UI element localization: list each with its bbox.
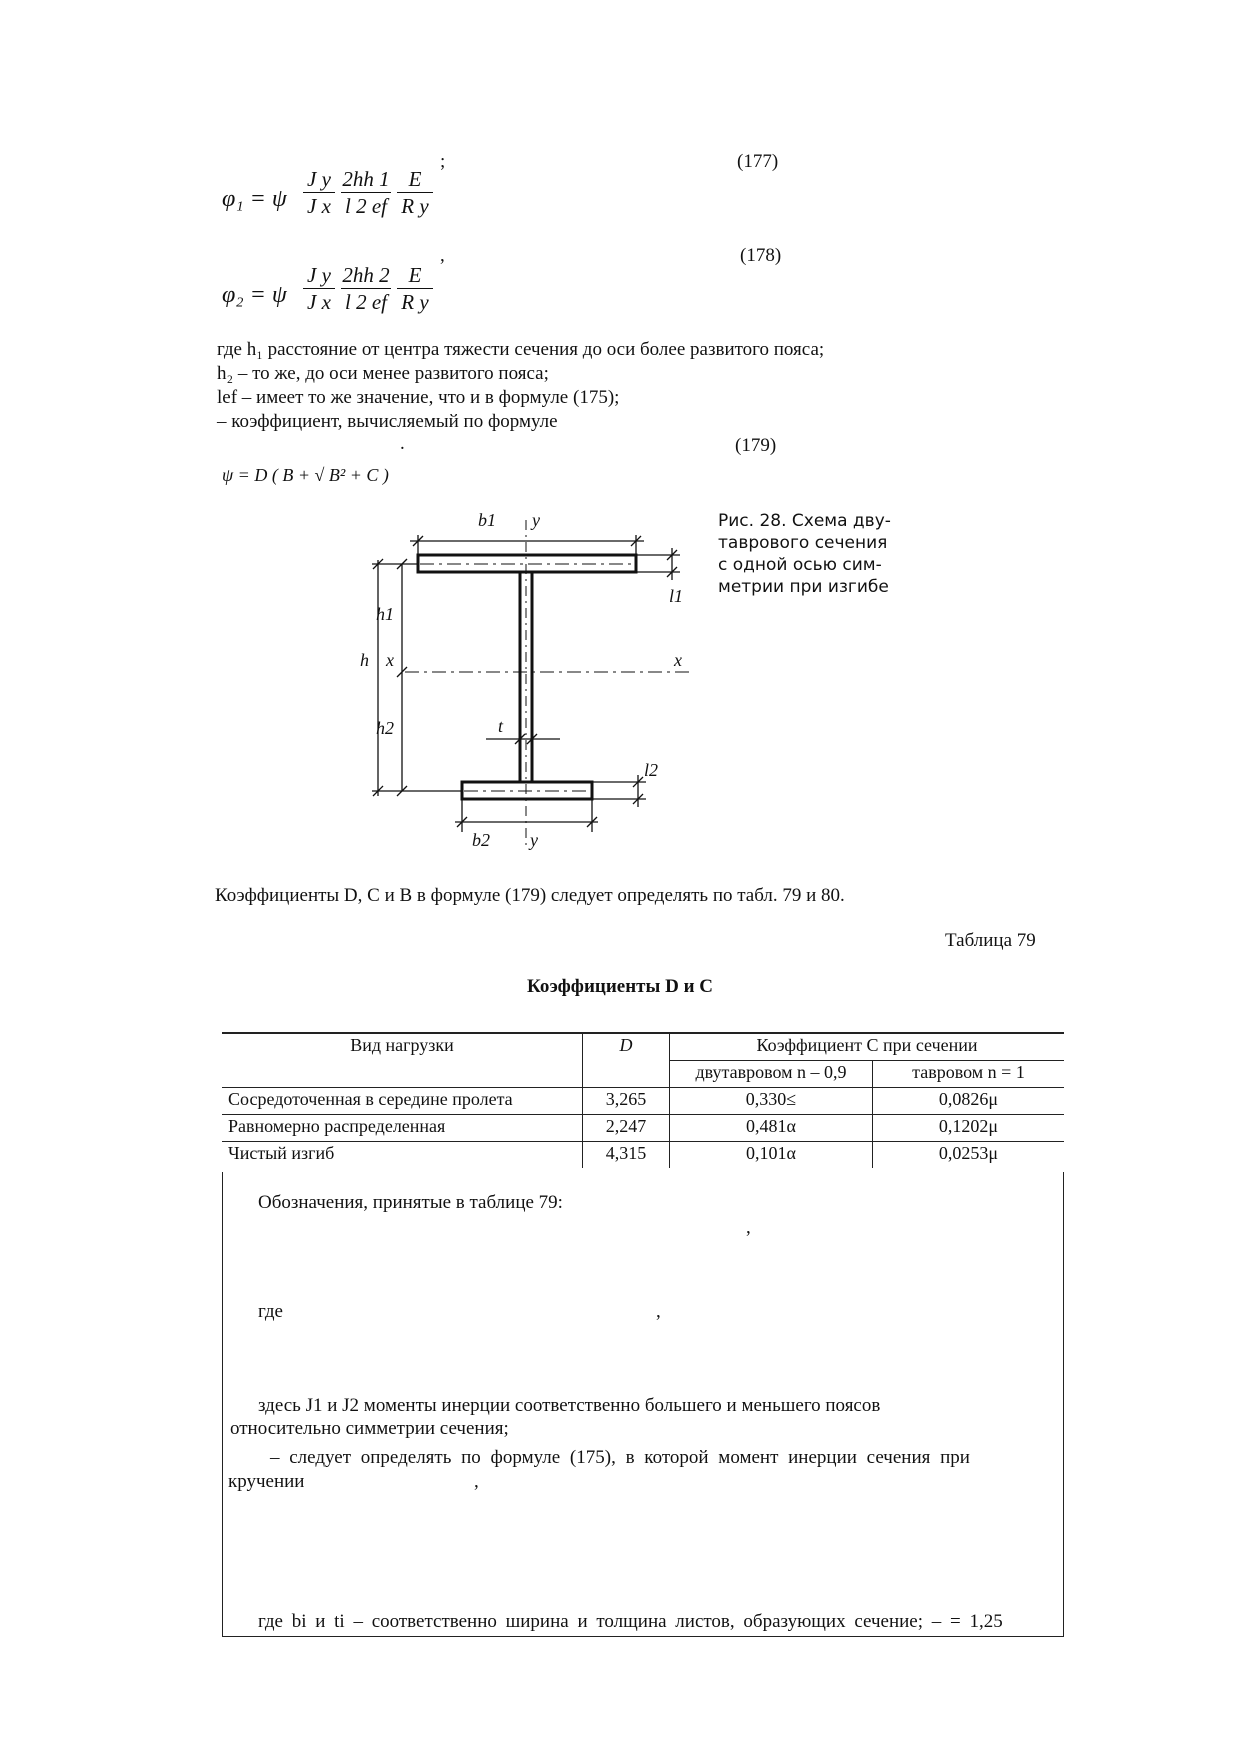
definition-lef: lef – имеет то же значение, что и в формуле (175); (217, 387, 620, 408)
label-y-bottom: y (530, 830, 538, 850)
header-d: D (583, 1033, 670, 1088)
formula-178 (222, 262, 482, 332)
fraction-b: 2hh 2 l 2 ef (342, 263, 390, 314)
coefficients-sentence: Коэффициенты D, C и B в формуле (179) следует определять по табл. 79 и 80. (215, 885, 845, 906)
notes-comma-1: , (746, 1217, 751, 1238)
formula-178-number: (178) (740, 245, 782, 266)
formula-177-number: (177) (737, 151, 779, 172)
header-load: Вид нагрузки (222, 1033, 583, 1088)
notes-comma-3: , (474, 1471, 479, 1492)
definition-h1: где h₁ расстояние от центра тяжести сечения до оси более развитого пояса; (217, 339, 825, 360)
formula-lhs: φ₂ = ψ (222, 282, 287, 308)
label-h: h (360, 650, 369, 670)
header-c-group: Коэффициент C при сечении (670, 1033, 1065, 1061)
label-l2: l2 (644, 760, 659, 780)
label-t: t (498, 716, 504, 736)
table-title: Коэффициенты D и C (527, 976, 713, 997)
label-b2: b2 (472, 830, 490, 850)
notes-where: где (258, 1301, 283, 1322)
table-label: Таблица 79 (945, 930, 1036, 951)
fraction-c: E R y (396, 262, 434, 315)
fraction-a: J y J x (302, 166, 336, 219)
formula-179-number: (179) (735, 435, 777, 456)
notes-line-1: здесь J1 и J2 моменты инерции соответственно большего и меньшего поясов (258, 1395, 881, 1416)
label-h2: h2 (376, 718, 394, 738)
notes-line-3: где bi и ti – соответственно ширина и толщина листов, образующих сечение; – = 1,25 (258, 1611, 1003, 1632)
formula-179-separator: . (400, 433, 405, 454)
label-b1: b1 (478, 510, 496, 530)
definition-psi: – коэффициент, вычисляемый по формуле (217, 411, 558, 432)
label-h1: h1 (376, 604, 394, 624)
formula-177 (222, 166, 482, 236)
coefficients-table (222, 1032, 1064, 1168)
fraction-a: J y J x (302, 262, 336, 315)
i-section-diagram (350, 505, 710, 855)
label-l1: l1 (669, 586, 684, 606)
notes-line-2b: кручении (228, 1471, 305, 1492)
table-row: Сосредоточенная в середине пролета 3,265 0,330≤ 0,0826μ (222, 1088, 1064, 1115)
notes-comma-2: , (656, 1301, 661, 1322)
label-x-right: x (674, 650, 682, 670)
header-c2: тавровом n = 1 (873, 1061, 1065, 1088)
formula-lhs: φ₁ = ψ (222, 186, 287, 212)
fraction-c: E R y (396, 166, 434, 219)
notes-line-2: – следует определять по формуле (175), в которой момент инерции сечения при (270, 1447, 970, 1468)
table-row: Равномерно распределенная 2,247 0,481α 0,1202μ (222, 1115, 1064, 1142)
formula-177-separator: ; (440, 151, 446, 172)
notes-line-1b: относительно симметрии сечения; (230, 1418, 509, 1439)
label-y-top: y (532, 510, 540, 530)
fraction-b: 2hh 1 l 2 ef (342, 167, 390, 218)
figure-caption: Рис. 28. Схема дву- таврового сечения с одной осью сим- метрии при изгибе (718, 511, 891, 597)
table-row: Чистый изгиб 4,315 0,101α 0,0253μ (222, 1142, 1064, 1169)
label-x-left: x (386, 650, 394, 670)
header-c1: двутавровом n – 0,9 (670, 1061, 873, 1088)
formula-179: ψ = D ( B + √ B² + C ) (222, 465, 389, 485)
definition-h2: h₂ – то же, до оси менее развитого пояса; (217, 363, 549, 384)
formula-178-separator: , (440, 245, 445, 266)
notes-intro: Обозначения, принятые в таблице 79: (258, 1192, 563, 1213)
